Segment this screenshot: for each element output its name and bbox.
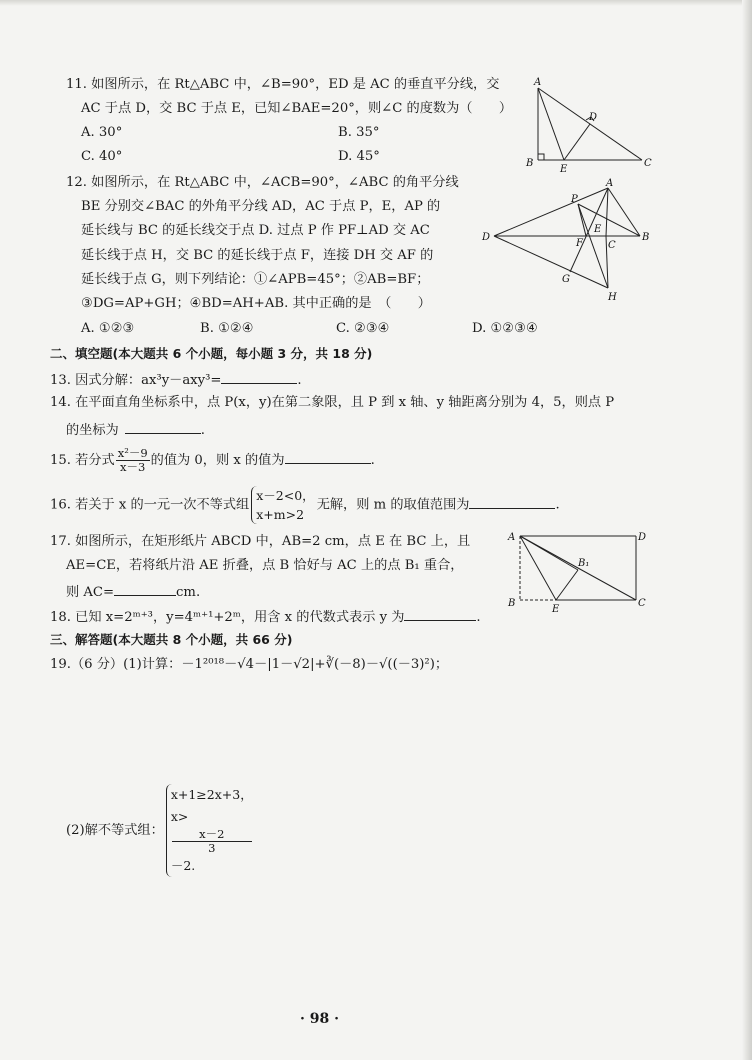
q11-option-b: B. 35° [338,125,380,140]
q19-ineq-1: x+1≥2x+3， [170,787,253,802]
q12-line-1: 12. 如图所示，在 Rt△ABC 中，∠ACB=90°，∠ABC 的角平分线 [66,175,459,190]
q12-figure [478,176,658,304]
q17-label-e: E [552,604,560,614]
q17-line-1: 17. 如图所示，在矩形纸片 ABCD 中，AB=2 cm，点 E 在 BC 上，且 [50,534,471,549]
q12-label-b: B [642,232,650,243]
q13-text: 13. 因式分解：ax³y－axy³= [50,373,222,388]
q15-numerator: x²－9 [117,446,148,460]
q15-post: 的值为 0，则 x 的值为 [150,453,285,468]
q14-answer-blank[interactable] [125,419,201,434]
q15-pre: 15. 若分式 [50,453,115,468]
q11-label-e: E [560,164,568,174]
q12-label-c: C [608,240,616,251]
q11-line-2: AC 于点 D，交 BC 于点 E，已知∠BAE=20°，则∠C 的度数为（ ） [81,101,513,116]
q12-option-d: D. ①②③④ [472,321,538,336]
q16-pre: 16. 若关于 x 的一元一次不等式组 [50,497,250,513]
q17-l3-post: cm. [176,585,201,600]
q14-line-1: 14. 在平面直角坐标系中，点 P(x，y)在第二象限，且 P 到 x 轴、y 轴距离分别为 4，5，则点 P [50,395,615,410]
q13-answer-blank[interactable] [221,369,297,384]
q15-fraction [116,447,150,474]
q11-option-a: A. 30° [81,125,123,140]
q12-label-g: G [562,274,570,285]
q17-line-3 [66,581,200,602]
q12-option-a: A. ①②③ [81,321,135,336]
scan-top-edge [0,0,752,6]
q12-line-3: 延长线与 BC 的延长线交于点 D. 过点 P 作 PF⊥AD 交 AC [81,223,430,238]
q12-label-h: H [608,292,617,303]
q15-end: . [370,453,375,468]
q13-line [50,369,302,390]
q11-label-d: D [589,112,598,123]
q11-label-a: A [534,77,542,88]
q11-figure [520,74,660,174]
q16-line [50,486,560,525]
q17-label-d: D [638,532,647,543]
q14-text: 的坐标为 [66,423,119,438]
q15-line [50,447,375,475]
q18-line [50,606,481,627]
q19-p2-pre: (2)解不等式组： [66,823,164,838]
q19-ineq-2-post: －2. [170,858,196,873]
q16-ineq-1: x－2<0， [256,488,315,503]
q19-inequality-system [166,784,253,877]
q12-label-e: E [594,224,602,235]
q12-label-f: F [576,238,583,249]
q17-label-b: B [508,598,516,609]
q16-inequality-system [251,486,314,524]
q17-line-2: AE=CE，若将纸片沿 AE 折叠，点 B 恰好与 AC 上的点 B₁ 重合， [66,558,464,573]
q11-option-c: C. 40° [81,149,123,164]
q12-label-a: A [606,178,614,189]
section-3-heading: 三、解答题(本大题共 8 个小题，共 66 分) [50,632,293,647]
q16-answer-blank[interactable] [469,494,555,509]
q12-line-5: 延长线于点 G，则下列结论：①∠APB=45°；②AB=BF； [81,272,430,287]
q17-label-b1: B₁ [578,558,590,569]
q19-line-1: 19.（6 分）(1)计算：－1²⁰¹⁸－√4－|1－√2|+∛(－8)－√((－3)²)； [50,657,449,672]
q17-l3-pre: 则 AC= [66,585,115,600]
q17-answer-blank[interactable] [114,581,176,596]
q17-figure [502,526,652,614]
q17-label-c: C [638,598,646,609]
q18-text: 18. 已知 x=2ᵐ⁺³，y=4ᵐ⁺¹+2ᵐ，用含 x 的代数式表示 y 为 [50,610,405,625]
q14-line-2 [66,419,205,440]
q11-label-b: B [526,158,534,169]
q11-line-1: 11. 如图所示，在 Rt△ABC 中，∠B=90°，ED 是 AC 的垂直平分线，交 [66,77,500,92]
q18-end: . [476,610,481,625]
section-2-heading: 二、填空题(本大题共 6 个小题，每小题 3 分，共 18 分) [50,346,373,361]
q12-label-p: P [571,194,578,205]
q12-line-2: BE 分别交∠BAC 的外角平分线 AD，AC 于点 P，E，AP 的 [81,199,441,214]
scan-right-edge [742,0,752,1060]
q12-option-c: C. ②③④ [336,321,390,336]
q19-ineq-2 [171,806,253,877]
q16-end: . [555,497,560,513]
q19-ineq-2-pre: x> [170,809,189,824]
q19-denominator: 3 [208,841,216,855]
q12-option-b: B. ①②④ [200,321,254,336]
q14-end: . [200,423,205,438]
q19-fraction [172,828,252,855]
q11-label-c: C [644,158,652,169]
q11-option-d: D. 45° [338,149,380,164]
page-number: · 98 · [300,1011,339,1027]
q15-denominator: x－3 [120,460,146,474]
q17-label-a: A [508,532,516,543]
q12-label-d: D [482,232,491,243]
q16-ineq-2: x+m>2 [256,507,305,522]
q16-post: 无解，则 m 的取值范围为 [316,497,470,513]
q18-answer-blank[interactable] [404,606,476,621]
q15-answer-blank[interactable] [285,449,371,464]
q13-end: . [297,373,302,388]
q12-line-4: 延长线于点 H，交 BC 的延长线于点 F，连接 DH 交 AF 的 [81,248,434,263]
q12-line-6: ③DG=AP+GH；④BD=AH+AB. 其中正确的是 （ ） [81,296,431,311]
q19-part-2 [66,784,255,877]
q19-numerator: x－2 [172,828,252,842]
